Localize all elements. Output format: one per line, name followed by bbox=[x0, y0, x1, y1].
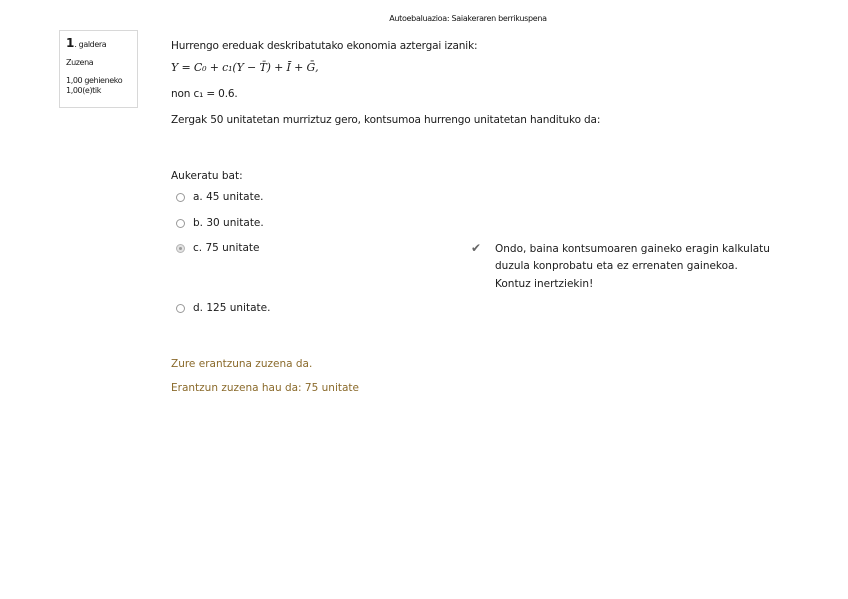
page-title: Autoebaluazioa: Saiakeraren berrikuspena bbox=[389, 14, 547, 23]
outcome-right-answer: Erantzun zuzena hau da: 75 unitate bbox=[171, 382, 359, 394]
question-ask: Zergak 50 unitatetan murriztuz gero, kontsumoa hurrengo unitatetan handituko da: bbox=[171, 114, 601, 126]
answer-option-d[interactable] bbox=[176, 302, 270, 314]
question-number-value: 1 bbox=[66, 36, 75, 50]
radio-c[interactable] bbox=[176, 244, 185, 253]
answer-option-a[interactable] bbox=[176, 191, 264, 203]
radio-a[interactable] bbox=[176, 193, 185, 202]
radio-b[interactable] bbox=[176, 219, 185, 228]
outcome-result: Zure erantzuna zuzena da. bbox=[171, 358, 313, 370]
feedback-text: Ondo, baina kontsumoaren gaineko eragin kalkulatu duzula konprobatu eta ez errenaten gainekoa. Kontuz inertziekin! bbox=[495, 243, 770, 290]
answer-label-b[interactable]: b. 30 unitate. bbox=[193, 217, 264, 229]
answer-label-a[interactable]: a. 45 unitate. bbox=[193, 191, 264, 203]
question-state: Zuzena bbox=[66, 57, 94, 67]
check-icon: ✔ bbox=[471, 241, 482, 255]
question-equation: Y = C₀ + c₁(Y − T̄) + Ī + Ḡ, bbox=[171, 61, 319, 74]
question-number-label: . galdera bbox=[74, 40, 107, 49]
question-mark-line1: 1,00 gehieneko bbox=[66, 75, 123, 85]
answer-label-d[interactable]: d. 125 unitate. bbox=[193, 302, 271, 314]
question-intro: Hurrengo ereduak deskribatutako ekonomia aztergai izanik: bbox=[171, 40, 478, 52]
answer-option-c[interactable] bbox=[176, 242, 260, 254]
radio-d[interactable] bbox=[176, 304, 185, 313]
answer-option-b[interactable] bbox=[176, 217, 264, 229]
question-parameter: non c₁ = 0.6. bbox=[171, 88, 238, 100]
answer-label-c[interactable]: c. 75 unitate bbox=[193, 242, 260, 254]
question-mark-line2: 1,00(e)tik bbox=[66, 86, 101, 96]
answer-feedback bbox=[471, 241, 771, 293]
question-info-box bbox=[59, 30, 138, 108]
question-number bbox=[66, 36, 131, 52]
answer-prompt: Aukeratu bat: bbox=[171, 170, 243, 182]
